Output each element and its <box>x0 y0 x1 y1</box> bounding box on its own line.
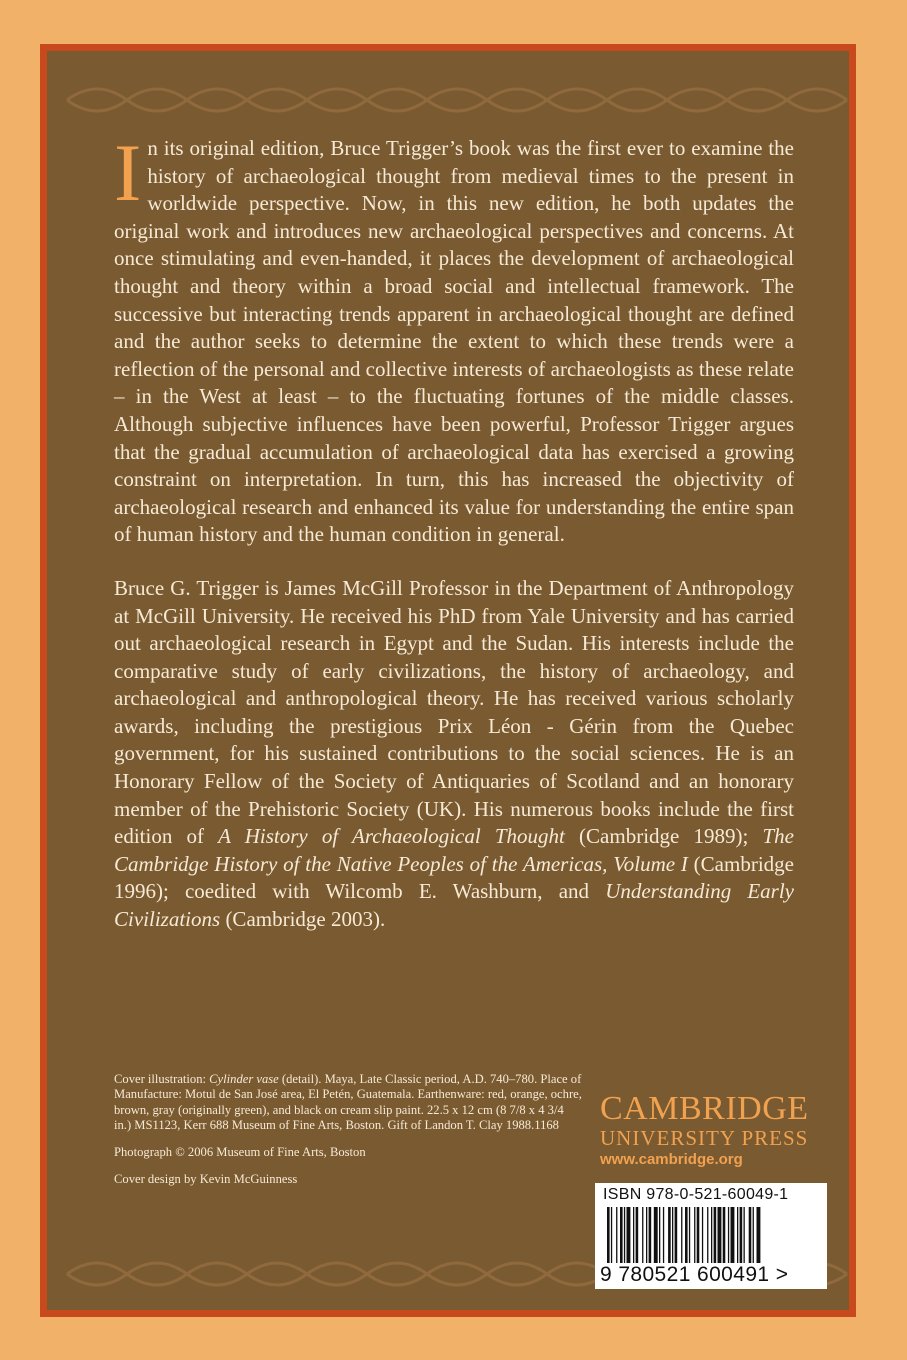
illustration-credit-prefix: Cover illustration: <box>114 1072 210 1086</box>
bio-text-4: (Cambridge 2003). <box>220 907 386 932</box>
barcode-bar <box>636 1207 639 1263</box>
cover-credits <box>114 1072 584 1200</box>
barcode-bar <box>616 1207 617 1263</box>
barcode-bar <box>620 1207 623 1263</box>
publisher-name: CAMBRIDGE <box>600 1090 809 1127</box>
barcode-bar <box>711 1207 712 1263</box>
isbn-label: ISBN 978-0-521-60049-1 <box>603 1186 789 1203</box>
barcode-bar <box>624 1207 625 1263</box>
author-bio-paragraph <box>114 575 794 934</box>
barcode-bar <box>707 1207 708 1263</box>
barcode-bar <box>749 1207 752 1263</box>
bio-text-1: Bruce G. Trigger is James McGill Professor in the Department of Anthropology at McGill University. He received his PhD from Yale University and has carried out archaeological research in Egypt and the Sudan. His interests include the comparative study of early civilizations, the history of archaeology, and archaeological and anthropological theory. He has received various scholarly awards, including the prestigious Prix Léon - Gérin from the Quebec government, for his sustained contributions to the social sciences. He is an Honorary Fellow of the Society of Antiquaries of Scotland and an honorary member of the Prehistoric Society (UK). His numerous books include the first edition of <box>114 575 794 849</box>
bio-text-3: (Cambridge 1996); coedited with Wilcomb E. Washburn, and <box>114 851 794 904</box>
illustration-credit <box>114 1072 584 1133</box>
barcode-bar <box>697 1207 700 1263</box>
barcode-bar <box>740 1207 743 1263</box>
photograph-credit: Photograph © 2006 Museum of Fine Arts, Boston <box>114 1145 366 1160</box>
barcode-bar <box>642 1207 643 1263</box>
barcode-bar <box>663 1207 664 1263</box>
barcode-bar <box>702 1207 703 1263</box>
barcode-bar <box>668 1207 671 1263</box>
publisher-url: www.cambridge.org <box>600 1151 743 1168</box>
publisher-logo <box>600 1092 830 1170</box>
illustration-credit-text: (detail). Maya, Late Classic period, A.D. 740–780. Place of Manufacture: Motul de San José area, El Petén, Guatemala. Earthenware: red, orange, ochre, brown, gray (originally green), and black on cream slip paint. 22.5 x 12 cm (8 7/8 x 4 3/4 in.) MS1123, Kerr 688 Museum of Fine Arts, Boston. Gift of Landon T. Clay 1988.1168 <box>114 1072 582 1132</box>
barcode-bar <box>685 1207 688 1263</box>
barcode-bar <box>728 1207 729 1263</box>
book-title-3: Understanding Early Civilizations <box>114 879 794 932</box>
barcode-bar <box>689 1207 690 1263</box>
barcode-bar <box>723 1207 726 1263</box>
barcode-bar <box>731 1207 735 1263</box>
barcode-bar <box>718 1207 722 1263</box>
blurb-text: n its original edition, Bruce Trigger’s book was the first ever to examine the history of archaeological thought from medieval times to the present in worldwide perspective. Now, in this new edition, he both updates the original work and introduces new archaeological perspectives and concerns. At once stimulating and even-handed, it places the development of archaeological thought and theory within a broad social and intellectual framework. The successive but interacting trends apparent in archaeological thought are defined and the author seeks to determine the extent to which these trends were a reflection of the personal and collective interests of archaeologists as these relate – in the West at least – to the fluctuating fortunes of the middle classes. Although subjective influences have been powerful, Professor Trigger argues that the gradual accumulation of archaeological data has exercised a growing constraint on interpretation. In turn, this has increased the objectivity of archaeological research and enhanced its value for understanding the entire span of human history and the human condition in general. <box>114 136 794 547</box>
isbn-barcode-box <box>595 1183 827 1289</box>
barcode-bar <box>627 1207 631 1263</box>
barcode-bar <box>659 1207 660 1263</box>
barcode-bar <box>737 1207 738 1263</box>
book-title-1: A History of Archaeological Thought <box>218 824 565 849</box>
barcode-bar <box>675 1207 678 1263</box>
barcode-bar <box>694 1207 695 1263</box>
barcode-digits: 9 780521 600491 > <box>600 1263 789 1286</box>
publisher-subtitle: UNIVERSITY PRESS <box>600 1126 809 1150</box>
barcode-bar <box>607 1207 610 1263</box>
book-title-2: The Cambridge History of the Native Peoples of the Americas, Volume I <box>114 824 794 876</box>
barcode-bar <box>753 1207 754 1263</box>
design-credit: Cover design by Kevin McGuinness <box>114 1172 298 1187</box>
blurb-paragraph <box>114 127 794 549</box>
barcode-bar <box>681 1207 682 1263</box>
barcode-bar <box>714 1207 717 1263</box>
ornament-band-top <box>47 73 849 127</box>
illustration-title: Cylinder vase <box>209 1072 279 1086</box>
barcode-bar <box>649 1207 652 1263</box>
barcode-bar <box>672 1207 673 1263</box>
bio-text-2: (Cambridge 1989); <box>564 824 763 849</box>
barcode-bar <box>654 1207 658 1263</box>
barcode-bar <box>744 1207 745 1263</box>
barcode-bar <box>757 1207 761 1263</box>
barcode-bar <box>611 1207 612 1263</box>
drop-cap: I <box>114 127 142 218</box>
barcode-bar <box>633 1207 634 1263</box>
barcode-bar <box>646 1207 647 1263</box>
cover-body-text <box>114 127 794 934</box>
barcode-icon <box>605 1207 817 1263</box>
